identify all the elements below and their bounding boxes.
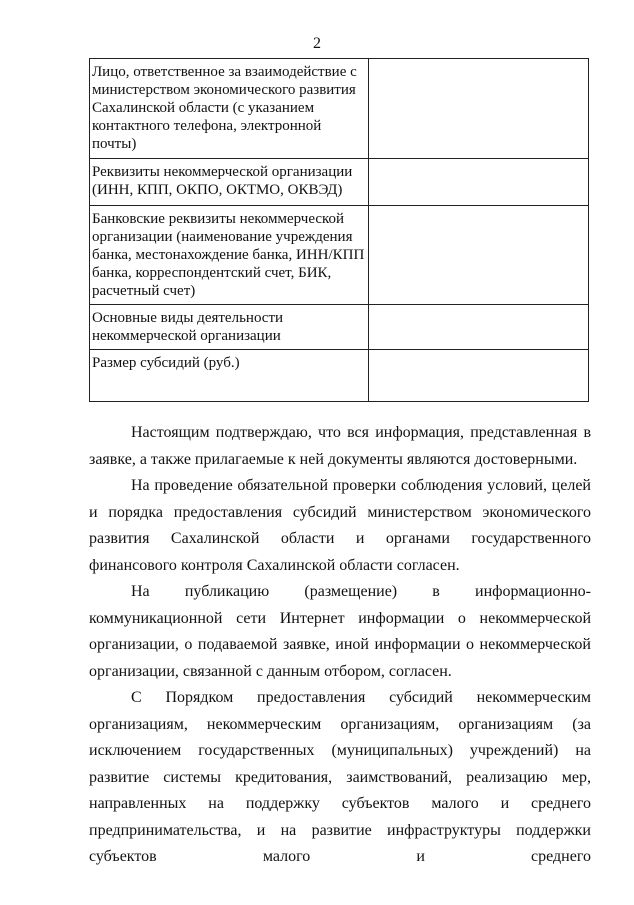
row-value-org-requisites[interactable] (368, 159, 588, 206)
row-value-subsidy-amount[interactable] (368, 350, 588, 402)
table-row (90, 59, 589, 159)
consent-text (89, 420, 591, 871)
row-label-activities: Основные виды деятельности некоммерческой организации (90, 305, 369, 350)
page-number: 2 (313, 35, 321, 52)
row-value-bank-requisites[interactable] (368, 206, 588, 305)
row-label-contact-person: Лицо, ответственное за взаимодействие с министерством экономического развития Сахалинской области (с указанием контактного телефона, электронной почты) (90, 59, 369, 159)
row-label-bank-requisites: Банковские реквизиты некоммерческой организации (наименование учреждения банка, местонахождение банка, ИНН/КПП банка, корреспондентский счет, БИК, расчетный счет) (90, 206, 369, 305)
table-row (90, 305, 589, 350)
row-value-contact-person[interactable] (368, 59, 588, 159)
row-label-subsidy-amount: Размер субсидий (руб.) (90, 350, 369, 402)
paragraph-audit-consent: На проведение обязательной проверки соблюдения условий, целей и порядка предоставления субсидий министерством экономического развития Сахалинской области и органами государственного финансового контроля Сахалинской области согласен. (89, 477, 591, 574)
paragraph-procedure: С Порядком предоставления субсидий некоммерческим организациям, некоммерческим организациям, организациям (за исключением государственных (муниципальных) учреждений) на развитие системы кредитования, заимствований, реализацию мер, направленных на поддержку субъектов малого и среднего предпринимательства, и на развитие инфраструктуры поддержки субъектов малого и среднего (89, 689, 591, 865)
paragraph-publication-consent: На публикацию (размещение) в информационно-коммуникационной сети Интернет информации о некоммерческой организации, о подаваемой заявке, иной информации о некоммерческой организации, связанной с данным отбором, согласен. (89, 583, 591, 680)
requisites-table (89, 58, 589, 402)
row-value-activities[interactable] (368, 305, 588, 350)
table-row (90, 159, 589, 206)
row-label-org-requisites: Реквизиты некоммерческой организации (ИНН, КПП, ОКПО, ОКТМО, ОКВЭД) (90, 159, 369, 206)
table-row (90, 206, 589, 305)
paragraph-confirmation: Настоящим подтверждаю, что вся информация, представленная в заявке, а также прилагаемые к ней документы являются достоверными. (89, 424, 591, 468)
table-row (90, 350, 589, 402)
